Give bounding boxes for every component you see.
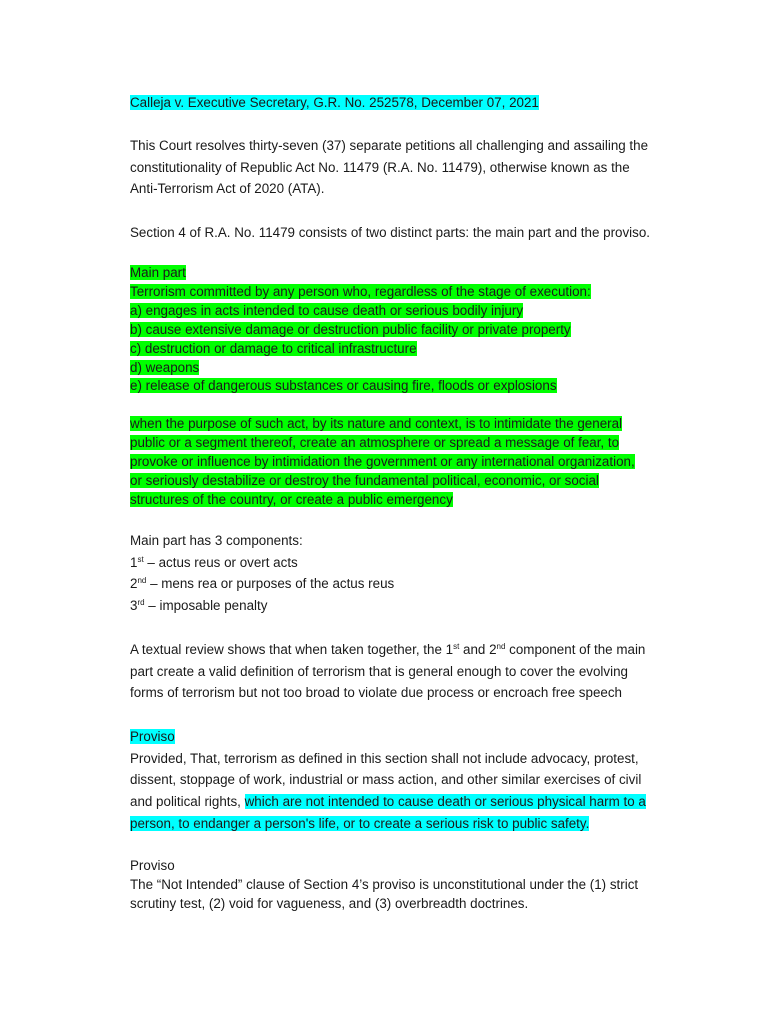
proviso-line: dissent, stoppage of work, industrial or mass action, and other similar exercises of civil (130, 772, 642, 788)
purpose-line: when the purpose of such act, by its nature and context, is to intimidate the general (130, 416, 623, 431)
case-title (130, 92, 690, 114)
main-part-line: Terrorism committed by any person who, regardless of the stage of execution: (130, 283, 591, 299)
proviso-analysis-heading: Proviso (130, 858, 175, 873)
components-block (130, 530, 690, 617)
proviso-heading: Proviso (130, 729, 175, 744)
main-part-heading: Main part (130, 265, 186, 280)
intro-line: This Court resolves thirty-seven (37) separate petitions all challenging and assailing the (130, 138, 649, 153)
intro-line: Anti-Terrorism Act of 2020 (ATA). (130, 181, 325, 197)
purpose-line: provoke or influence by intimidation the government or any international organization, (130, 453, 635, 469)
components-heading: Main part has 3 components: (130, 533, 303, 548)
main-part-line: e) release of dangerous substances or causing fire, floods or explosions (130, 378, 557, 394)
component-item: 3rd – imposable penalty (130, 598, 268, 614)
review-line: forms of terrorism but not too broad to violate due process or encroach free speech (130, 685, 622, 701)
proviso-line: Provided, That, terrorism as defined in this section shall not include advocacy, protest, (130, 750, 639, 766)
component-item: 2nd – mens rea or purposes of the actus reus (130, 576, 395, 592)
main-part-line: a) engages in acts intended to cause death or serious bodily injury (130, 302, 524, 318)
proviso-block (130, 726, 690, 835)
purpose-line: public or a segment thereof, create an atmosphere or spread a message of fear, to (130, 434, 620, 450)
proviso-analysis-line: The “Not Intended” clause of Section 4’s proviso is unconstitutional under the (1) strict (130, 876, 639, 892)
section4-text: Section 4 of R.A. No. 11479 consists of two distinct parts: the main part and the proviso. (130, 225, 651, 240)
purpose-line: structures of the country, or create a public emergency (130, 491, 453, 507)
proviso-line: and political rights, which are not intended to cause death or serious physical harm to a (130, 794, 646, 810)
purpose-block (130, 415, 690, 510)
intro-line: constitutionality of Republic Act No. 11479 (R.A. No. 11479), otherwise known as the (130, 159, 630, 175)
component-item: 1st – actus reus or overt acts (130, 554, 298, 570)
main-part-line: d) weapons (130, 359, 200, 375)
main-part-line: c) destruction or damage to critical infrastructure (130, 340, 417, 356)
proviso-analysis-block (130, 857, 690, 914)
main-part-block (130, 264, 690, 396)
review-line: part create a valid definition of terrorism that is general enough to cover the evolving (130, 663, 628, 679)
intro-paragraph (130, 135, 690, 200)
purpose-line: or seriously destabilize or destroy the fundamental political, economic, or social (130, 472, 599, 488)
review-paragraph (130, 639, 690, 704)
main-part-line: b) cause extensive damage or destruction public facility or private property (130, 321, 571, 337)
case-title-text: Calleja v. Executive Secretary, G.R. No. 252578, December 07, 2021 (130, 95, 539, 110)
review-line: A textual review shows that when taken together, the 1st and 2nd component of the main (130, 642, 646, 657)
section4-paragraph (130, 222, 690, 244)
proviso-analysis-line: scrutiny test, (2) void for vagueness, and (3) overbreadth doctrines. (130, 895, 529, 911)
proviso-line: person, to endanger a person's life, or to create a serious risk to public safety. (130, 815, 590, 831)
